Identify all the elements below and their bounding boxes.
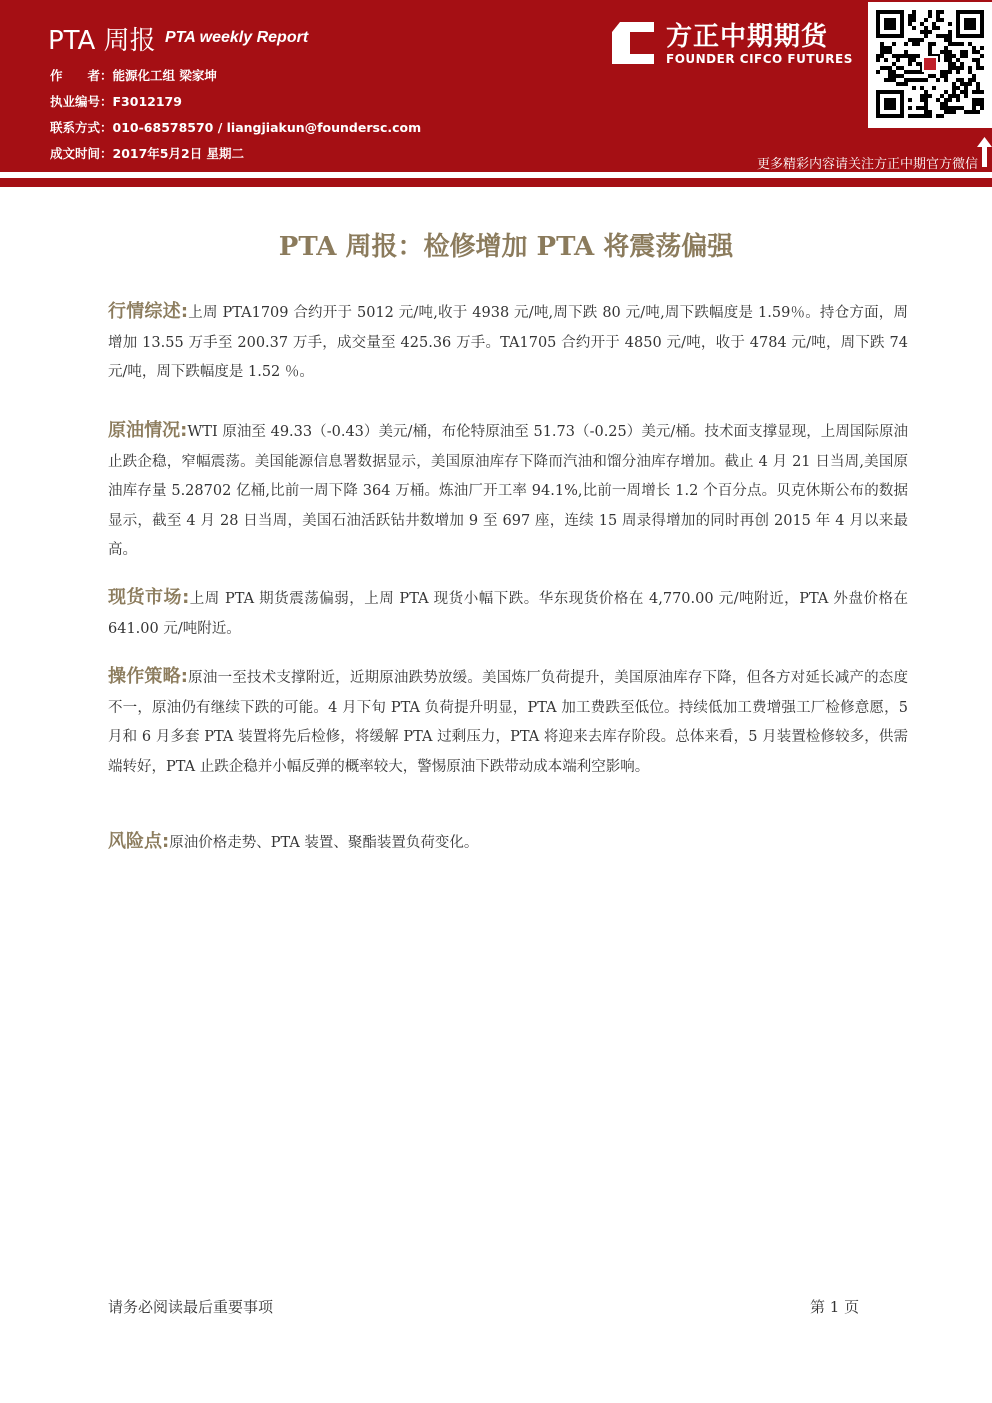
- footer-notice: 请务必阅读最后重要事项: [108, 1298, 274, 1316]
- wechat-follow-note: 更多精彩内容请关注方正中期官方微信: [756, 157, 978, 172]
- wechat-qr-code[interactable]: [868, 2, 992, 128]
- date-row: [50, 144, 244, 162]
- license-value: F3012179: [112, 94, 182, 109]
- section-market-overview: [108, 297, 908, 388]
- page-number: 第 1 页: [810, 1298, 860, 1316]
- author-row: [50, 66, 217, 84]
- contact-label: 联系方式：: [50, 120, 113, 135]
- date-label: 成文时间：: [50, 146, 113, 161]
- date-value: 2017年5月2日 星期二: [112, 146, 245, 161]
- header-banner: [0, 0, 992, 172]
- logo-english-name: FOUNDER CIFCO FUTURES: [666, 52, 853, 66]
- section-body: 原油价格走势、PTA 装置、聚酯装置负荷变化。: [169, 835, 479, 851]
- founder-logo-icon: [610, 20, 656, 66]
- section-heading: 风险点:: [108, 831, 170, 852]
- section-body: 上周 PTA1709 合约开于 5012 元/吨,收于 4938 元/吨,周下跌 80 元/吨,周下跌幅度是 1.59％。持仓方面，周增加 13.55 万手至 200.37 万手，成交量至 425.36 万手。TA1705 合约开于 4850 元/吨，收于 4784 元/吨，周下跌 74 元/吨，周下跌幅度是 1.52 ％。: [108, 305, 908, 380]
- license-row: [50, 92, 182, 110]
- arrow-up-icon: [977, 137, 992, 167]
- logo-chinese-name: 方正中期期货: [666, 22, 829, 52]
- section-heading: 现货市场:: [108, 587, 190, 608]
- section-heading: 行情综述:: [108, 301, 189, 322]
- section-body: 原油一至技术支撑附近，近期原油跌势放缓。美国炼厂负荷提升，美国原油库存下降，但各方对延长减产的态度不一，原油仍有继续下跌的可能。4 月下旬 PTA 负荷提升明显，PTA 加工费跌至低位。持续低加工费增强工厂检修意愿，5 月和 6 月多套 PTA 装置将先后检修，将缓解 PTA 过剩压力，PTA 将迎来去库存阶段。总体来看，5 月装置检修较多，供需端转好，PTA 止跌企稳并小幅反弹的概率较大，警惕原油下跌带动成本端利空影响。: [108, 670, 908, 775]
- header-divider: [0, 178, 992, 187]
- section-body: 上周 PTA 期货震荡偏弱，上周 PTA 现货小幅下跌。华东现货价格在 4,770.00 元/吨附近，PTA 外盘价格在 641.00 元/吨附近。: [108, 591, 908, 637]
- contact-row: [50, 118, 421, 136]
- section-spot-market: [108, 583, 908, 644]
- section-strategy: [108, 662, 908, 782]
- company-logo: [610, 18, 860, 70]
- report-subtitle: PTA weekly Report: [165, 29, 309, 46]
- qr-code-icon: [876, 10, 984, 120]
- report-title: PTA 周报: [48, 26, 156, 56]
- section-crude-oil: [108, 416, 908, 566]
- section-heading: 操作策略:: [108, 666, 188, 687]
- contact-value[interactable]: 010-68578570 / liangjiakun@foundersc.com: [112, 120, 422, 135]
- section-heading: 原油情况:: [108, 420, 188, 441]
- section-risk: [108, 827, 908, 859]
- author-label: 作 者：: [50, 68, 113, 83]
- license-label: 执业编号：: [50, 94, 113, 109]
- author-value: 能源化工组 梁家坤: [112, 68, 217, 83]
- section-body: WTI 原油至 49.33（-0.43）美元/桶，布伦特原油至 51.73（-0.25）美元/桶。技术面支撑显现，上周国际原油止跌企稳，窄幅震荡。美国能源信息署数据显示，美国原油库存下降而汽油和馏分油库存增加。截止 4 月 21 日当周,美国原油库存量 5.28702 亿桶,比前一周下降 364 万桶。炼油厂开工率 94.1%,比前一周增长 1.2 个百分点。贝克休斯公布的数据显示，截至 4 月 28 日当周，美国石油活跃钻井数增加 9 至 697 座，连续 15 周录得增加的同时再创 2015 年 4 月以来最高。: [108, 424, 908, 558]
- document-title: PTA 周报：检修增加 PTA 将震荡偏强: [278, 232, 734, 262]
